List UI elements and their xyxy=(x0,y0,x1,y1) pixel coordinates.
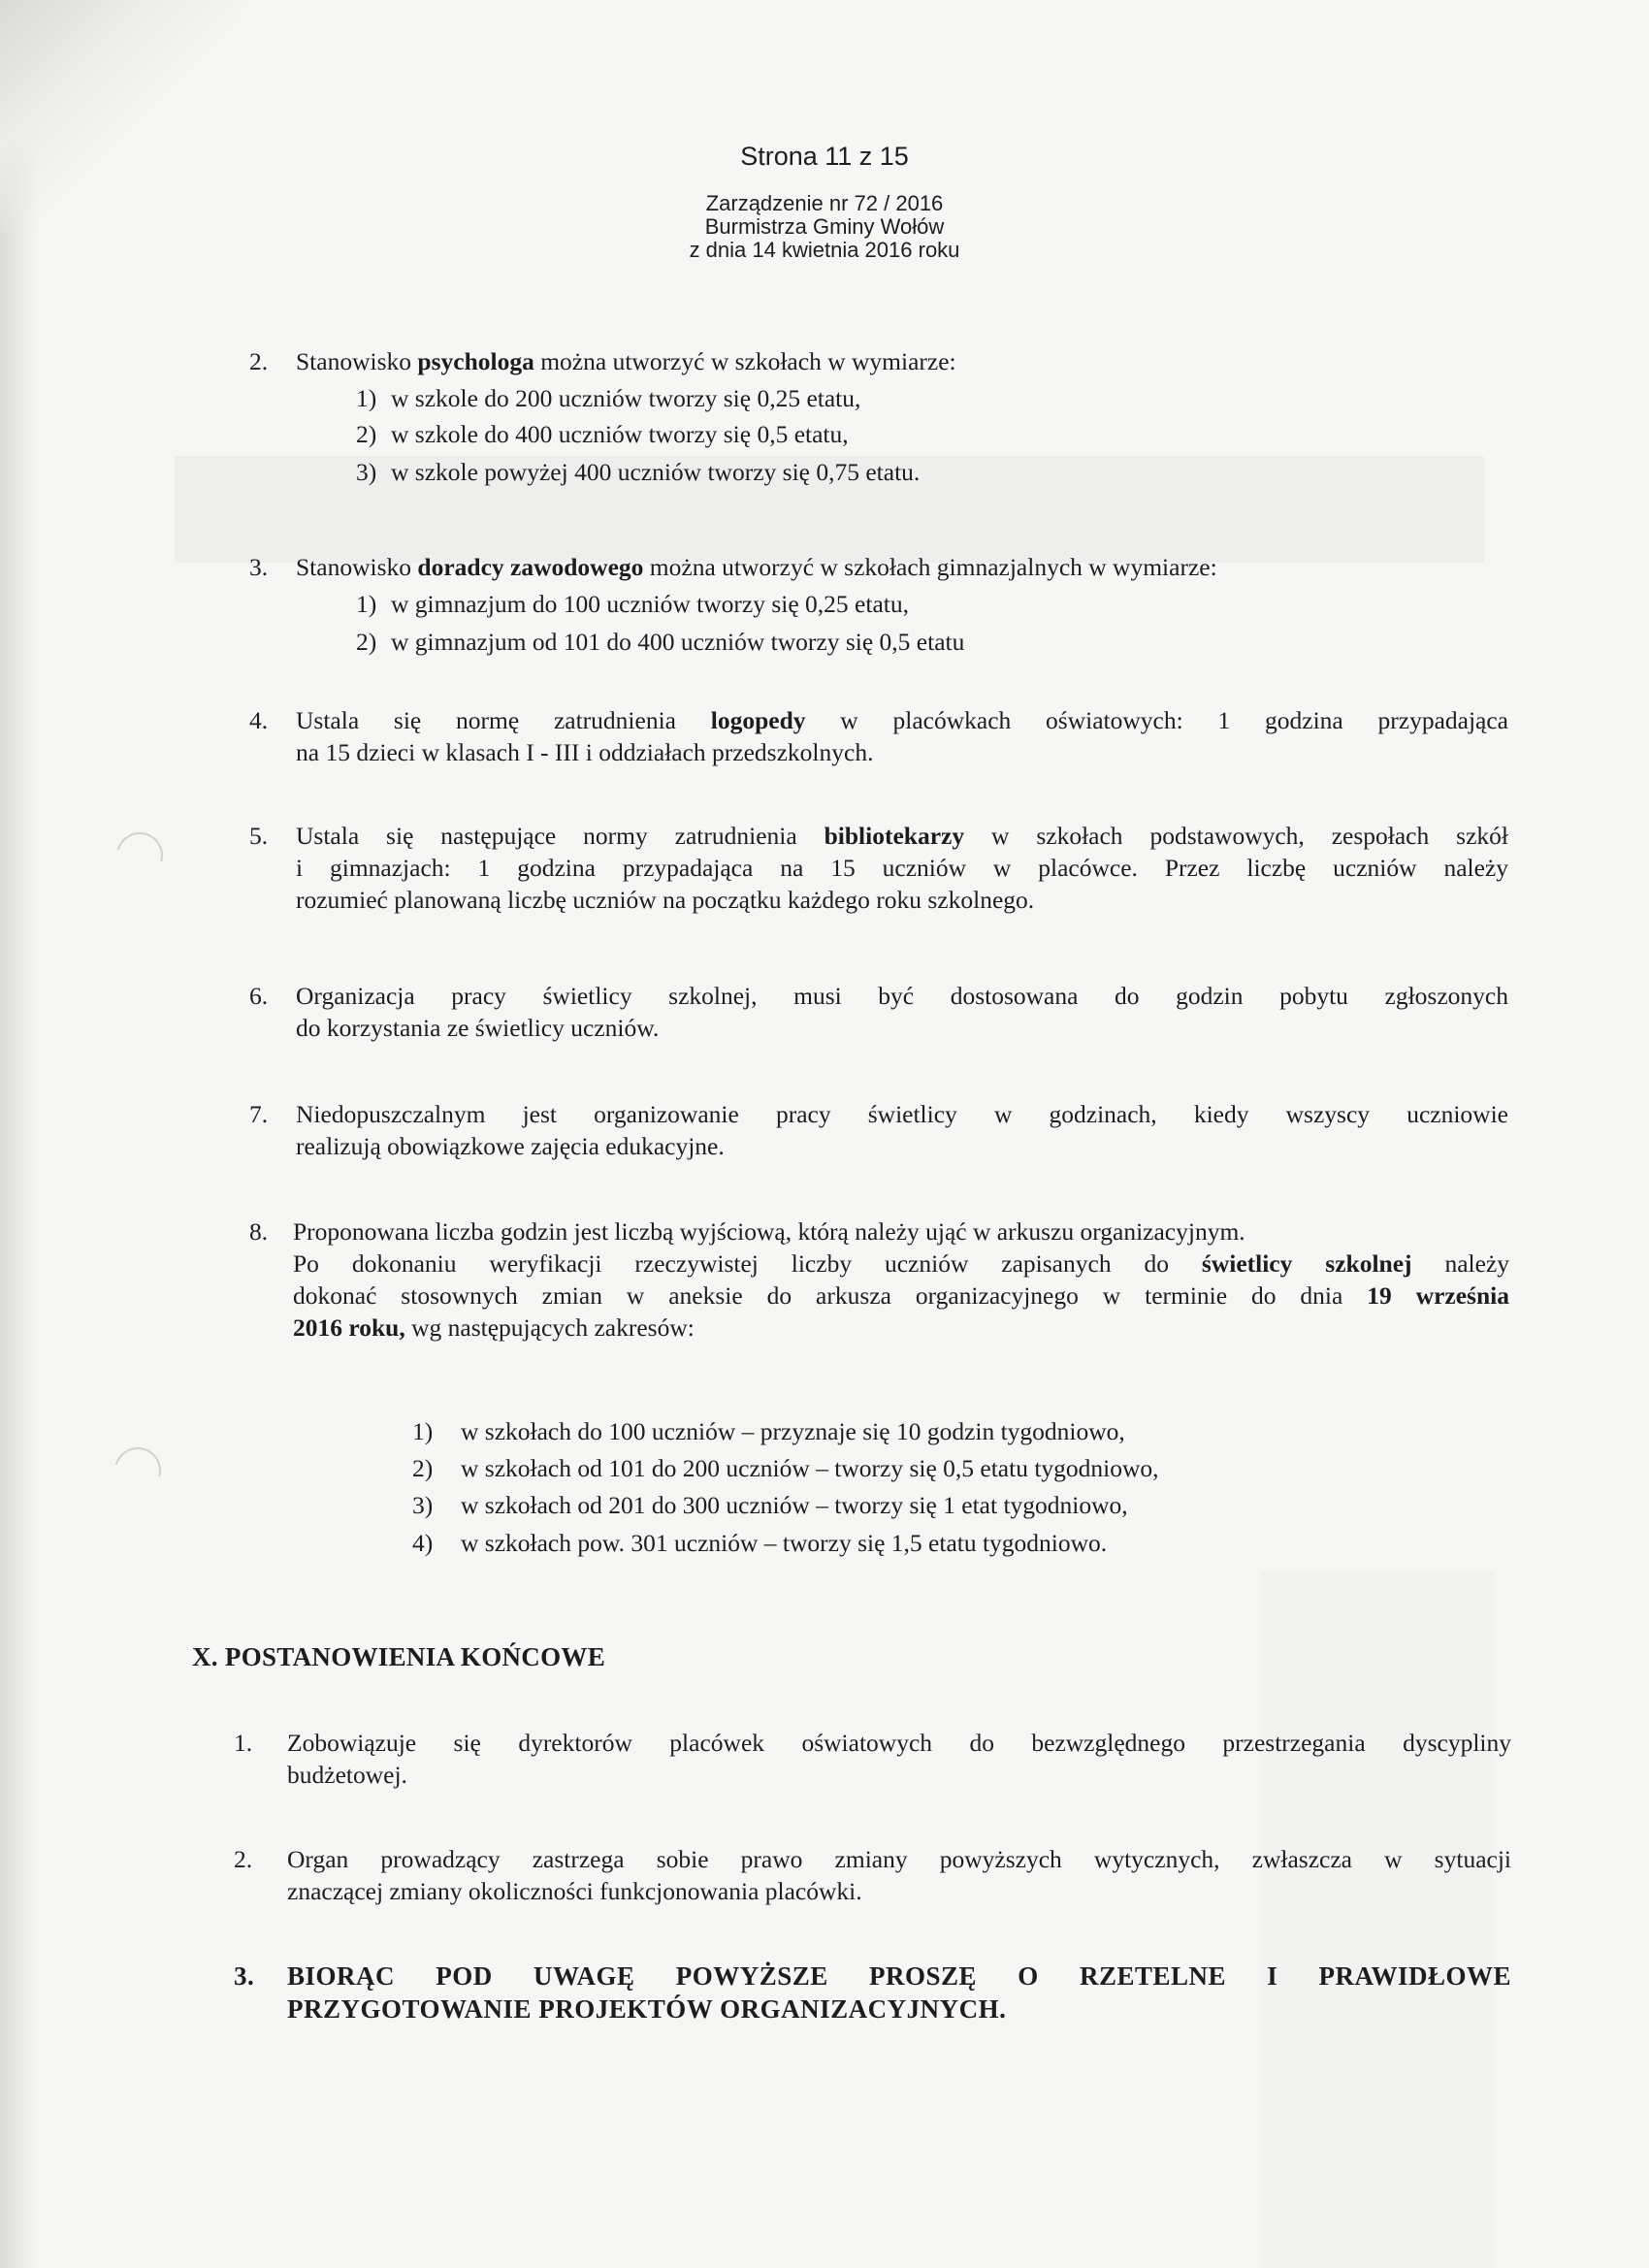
item-text: znaczącej zmiany okoliczności funkcjonowania placówki. xyxy=(287,1877,862,1905)
item-text: i gimnazjach: 1 godzina przypadająca na 15 uczniów w placówce. Przez liczbę uczniów należy xyxy=(296,854,1508,882)
sub-item-number: 2) xyxy=(356,420,377,448)
sub-item-number: 1) xyxy=(412,1417,434,1445)
item-text: na 15 dzieci w klasach I - III i oddziałach przedszkolnych. xyxy=(296,738,874,766)
section-title: X. POSTANOWIENIA KOŃCOWE xyxy=(192,1642,606,1671)
sub-item-number: 2) xyxy=(356,628,377,656)
sub-item-number: 2) xyxy=(412,1454,434,1482)
sub-item-number: 1) xyxy=(356,590,377,618)
sub-item-text: w szkołach pow. 301 uczniów – tworzy się 1,5 etatu tygodniowo. xyxy=(461,1529,1108,1557)
item-text: dokonać stosownych zmian w aneksie do arkusza organizacyjnego w terminie do dnia xyxy=(293,1281,1368,1310)
item-number: 8. xyxy=(249,1217,269,1246)
item-text-bold: psychologa xyxy=(417,347,534,375)
sub-item-text: w szkołach od 201 do 300 uczniów – tworzy się 1 etat tygodniowo, xyxy=(461,1491,1128,1519)
order-number: Zarządzenie nr 72 / 2016 xyxy=(705,191,944,215)
sub-item xyxy=(356,588,909,620)
sub-item-text: w szkole powyżej 400 uczniów tworzy się 0,75 etatu. xyxy=(391,458,921,486)
sub-item xyxy=(412,1527,1107,1559)
item-text-bold: 19 września xyxy=(1367,1281,1509,1310)
list-item-psychologist xyxy=(296,345,956,377)
final-item-changes xyxy=(287,1843,1511,1907)
item-text-bold: świetlicy szkolnej xyxy=(1201,1249,1412,1278)
issuer: Burmistrza Gminy Wołów xyxy=(704,214,945,239)
item-text: PRZYGOTOWANIE PROJEKTÓW ORGANIZACYJNYCH. xyxy=(287,1994,1007,2024)
item-text: Ustala się następujące normy zatrudnienia xyxy=(296,822,824,850)
sub-item-number: 3) xyxy=(412,1491,434,1519)
sub-item xyxy=(356,456,920,488)
list-item-librarian xyxy=(296,820,1508,916)
sub-item-text: w szkole do 400 uczniów tworzy się 0,5 etatu, xyxy=(391,420,849,448)
item-text: Organizacja pracy świetlicy szkolnej, musi być dostosowana do godzin pobytu zgłoszonych xyxy=(296,982,1508,1010)
sub-item-number: 1) xyxy=(356,384,377,412)
item-number: 2. xyxy=(234,1845,253,1873)
item-number: 3. xyxy=(249,553,269,581)
scan-edge-shadow xyxy=(0,0,39,2268)
item-text: Po dokonaniu weryfikacji rzeczywistej liczby uczniów zapisanych do xyxy=(293,1249,1202,1278)
item-text-bold: doradcy zawodowego xyxy=(417,553,644,581)
item-text-bold: logopedy xyxy=(710,706,806,734)
item-text: Proponowana liczba godzin jest liczbą wyjściową, którą należy ująć w arkuszu organizacyjnym. xyxy=(293,1217,1245,1246)
sub-item xyxy=(356,626,964,658)
list-item-career-advisor xyxy=(296,551,1217,583)
final-item-budget xyxy=(287,1727,1511,1791)
punch-hole-mark xyxy=(106,1439,170,1503)
item-text: Stanowisko xyxy=(296,553,418,581)
item-text: należy xyxy=(1411,1249,1509,1278)
item-text: można utworzyć w szkołach gimnazjalnych w wymiarze: xyxy=(643,553,1217,581)
list-item-common-room-hours xyxy=(296,1098,1508,1162)
sub-item-text: w gimnazjum do 100 uczniów tworzy się 0,25 etatu, xyxy=(391,590,909,618)
list-item-common-room xyxy=(296,980,1508,1044)
item-text: w placówkach oświatowych: 1 godzina przypadająca xyxy=(805,706,1508,734)
sub-item-text: w szkołach do 100 uczniów – przyznaje się 10 godzin tygodniowo, xyxy=(461,1417,1125,1445)
list-item-speech-therapist xyxy=(296,704,1508,768)
item-number: 6. xyxy=(249,982,269,1010)
item-number: 4. xyxy=(249,706,269,734)
sub-item-number: 4) xyxy=(412,1529,434,1557)
item-text: budżetowej. xyxy=(287,1761,407,1789)
sub-item xyxy=(356,382,860,414)
item-text: realizują obowiązkowe zajęcia edukacyjne. xyxy=(296,1132,725,1160)
item-text: w szkołach podstawowych, zespołach szkół xyxy=(964,822,1508,850)
item-number: 1. xyxy=(234,1729,253,1757)
sub-item-number: 3) xyxy=(356,458,377,486)
sub-item-text: w szkole do 200 uczniów tworzy się 0,25 etatu, xyxy=(391,384,861,412)
document-header xyxy=(0,192,1649,262)
item-number: 7. xyxy=(249,1100,269,1128)
item-text: można utworzyć w szkołach w wymiarze: xyxy=(534,347,956,375)
page-number: Strona 11 z 15 xyxy=(740,142,909,171)
sub-item xyxy=(356,418,849,450)
item-text: Organ prowadzący zastrzega sobie prawo zmiany powyższych wytycznych, zwłaszcza w sytuacji xyxy=(287,1845,1511,1873)
item-number: 2. xyxy=(249,347,269,375)
item-text: Stanowisko xyxy=(296,347,418,375)
item-text: wg następujących zakresów: xyxy=(404,1313,695,1342)
bleed-through-shade xyxy=(1261,1571,1494,2268)
list-item-proposed-hours xyxy=(293,1215,1509,1344)
sub-item-text: w gimnazjum od 101 do 400 uczniów tworzy się 0,5 etatu xyxy=(391,628,965,656)
item-text: Zobowiązuje się dyrektorów placówek oświatowych do bezwzględnego przestrzegania dyscypliny xyxy=(287,1729,1511,1757)
item-text: rozumieć planowaną liczbę uczniów na początku każdego roku szkolnego. xyxy=(296,886,1035,914)
sub-item-text: w szkołach od 101 do 200 uczniów – tworzy się 0,5 etatu tygodniowo, xyxy=(461,1454,1159,1482)
item-text: Niedopuszczalnym jest organizowanie pracy świetlicy w godzinach, kiedy wszyscy uczniowie xyxy=(296,1100,1508,1128)
item-text-bold: bibliotekarzy xyxy=(824,822,965,850)
item-text: Ustala się normę zatrudnienia xyxy=(296,706,711,734)
final-item-appeal xyxy=(287,1960,1511,2025)
item-text-bold: 2016 roku, xyxy=(293,1313,405,1342)
sub-item xyxy=(412,1489,1128,1521)
item-number: 5. xyxy=(249,822,269,850)
item-text: BIORĄC POD UWAGĘ POWYŻSZE PROSZĘ O RZETELNE I PRAWIDŁOWE xyxy=(287,1961,1511,1991)
order-date: z dnia 14 kwietnia 2016 roku xyxy=(689,238,960,262)
item-text: do korzystania ze świetlicy uczniów. xyxy=(296,1014,660,1042)
punch-hole-mark xyxy=(108,824,172,888)
sub-item xyxy=(412,1452,1159,1484)
item-number: 3. xyxy=(234,1961,255,1991)
sub-item xyxy=(412,1415,1125,1447)
